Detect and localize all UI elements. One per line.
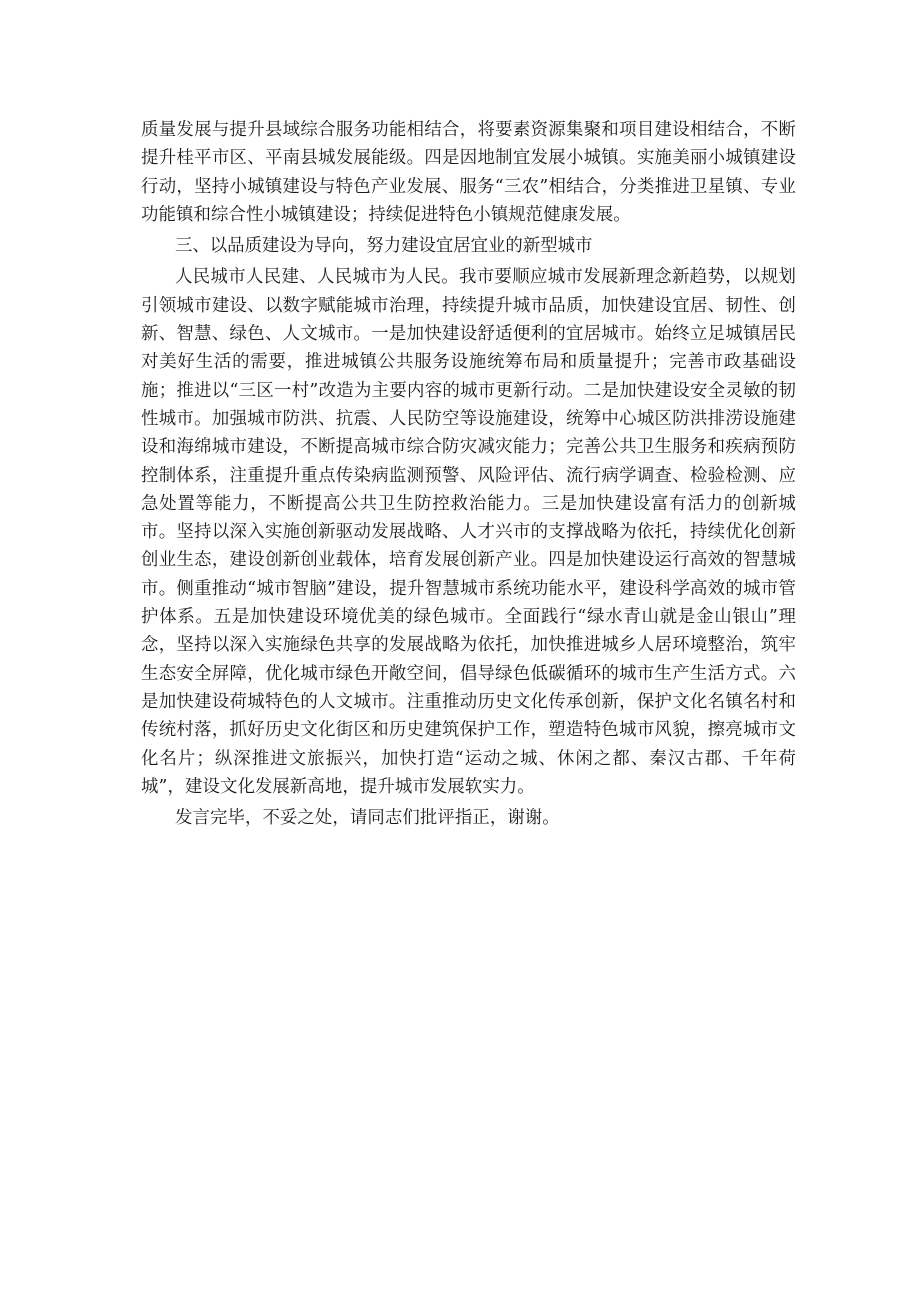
paragraph-closing: 发言完毕，不妥之处，请同志们批评指正，谢谢。 <box>175 808 560 829</box>
paragraph-continuation: 质量发展与提升县域综合服务功能相结合，将要素资源集聚和项目建设相结合，不断提升桂平市区、平南县城发展能级。四是因地制宜发展小城镇。实施美丽小城镇建设行动，坚持小城镇建设与特色产业发展、服务“三农”相结合，分类推进卫星镇、专业功能镇和综合性小城镇建设；持续促进特色小镇规范健康发展。 <box>141 120 796 225</box>
section-heading: 三、以品质建设为导向，努力建设宜居宜业的新型城市 <box>175 236 593 257</box>
document-body <box>141 116 796 832</box>
paragraph-body: 人民城市人民建、人民城市为人民。我市要顺应城市发展新理念新趋势，以规划引领城市建设、以数字赋能城市治理，持续提升城市品质，加快建设宜居、韧性、创新、智慧、绿色、人文城市。一是加快建设舒适便利的宜居城市。始终立足城镇居民对美好生活的需要，推进城镇公共服务设施统筹布局和质量提升；完善市政基础设施；推进以“三区一村”改造为主要内容的城市更新行动。二是加快建设安全灵敏的韧性城市。加强城市防洪、抗震、人民防空等设施建设，统筹中心城区防洪排涝设施建设和海绵城市建设，不断提高城市综合防灾减灾能力；完善公共卫生服务和疾病预防控制体系，注重提升重点传染病监测预警、风险评估、流行病学调查、检验检测、应急处置等能力，不断提高公共卫生防控救治能力。三是加快建设富有活力的创新城市。坚持以深入实施创新驱动发展战略、人才兴市的支撑战略为依托，持续优化创新创业生态，建设创新创业载体，培育发展创新产业。四是加快建设运行高效的智慧城市。侧重推动“城市智脑”建设，提升智慧城市系统功能水平，建设科学高效的城市管护体系。五是加快建设环境优美的绿色城市。全面践行“绿水青山就是金山银山”理念，坚持以深入实施绿色共享的发展战略为依托，加快推进城乡人居环境整治，筑牢生态安全屏障，优化城市绿色开敞空间，倡导绿色低碳循环的城市生产生活方式。六是加快建设荷城特色的人文城市。注重推动历史文化传承创新，保护文化名镇名村和传统村落，抓好历史文化街区和历史建筑保护工作，塑造特色城市风貌，擦亮城市文化名片；纵深推进文旅振兴，加快打造“运动之城、休闲之都、秦汉古郡、千年荷城”，建设文化发展新高地，提升城市发展软实力。 <box>141 267 796 797</box>
